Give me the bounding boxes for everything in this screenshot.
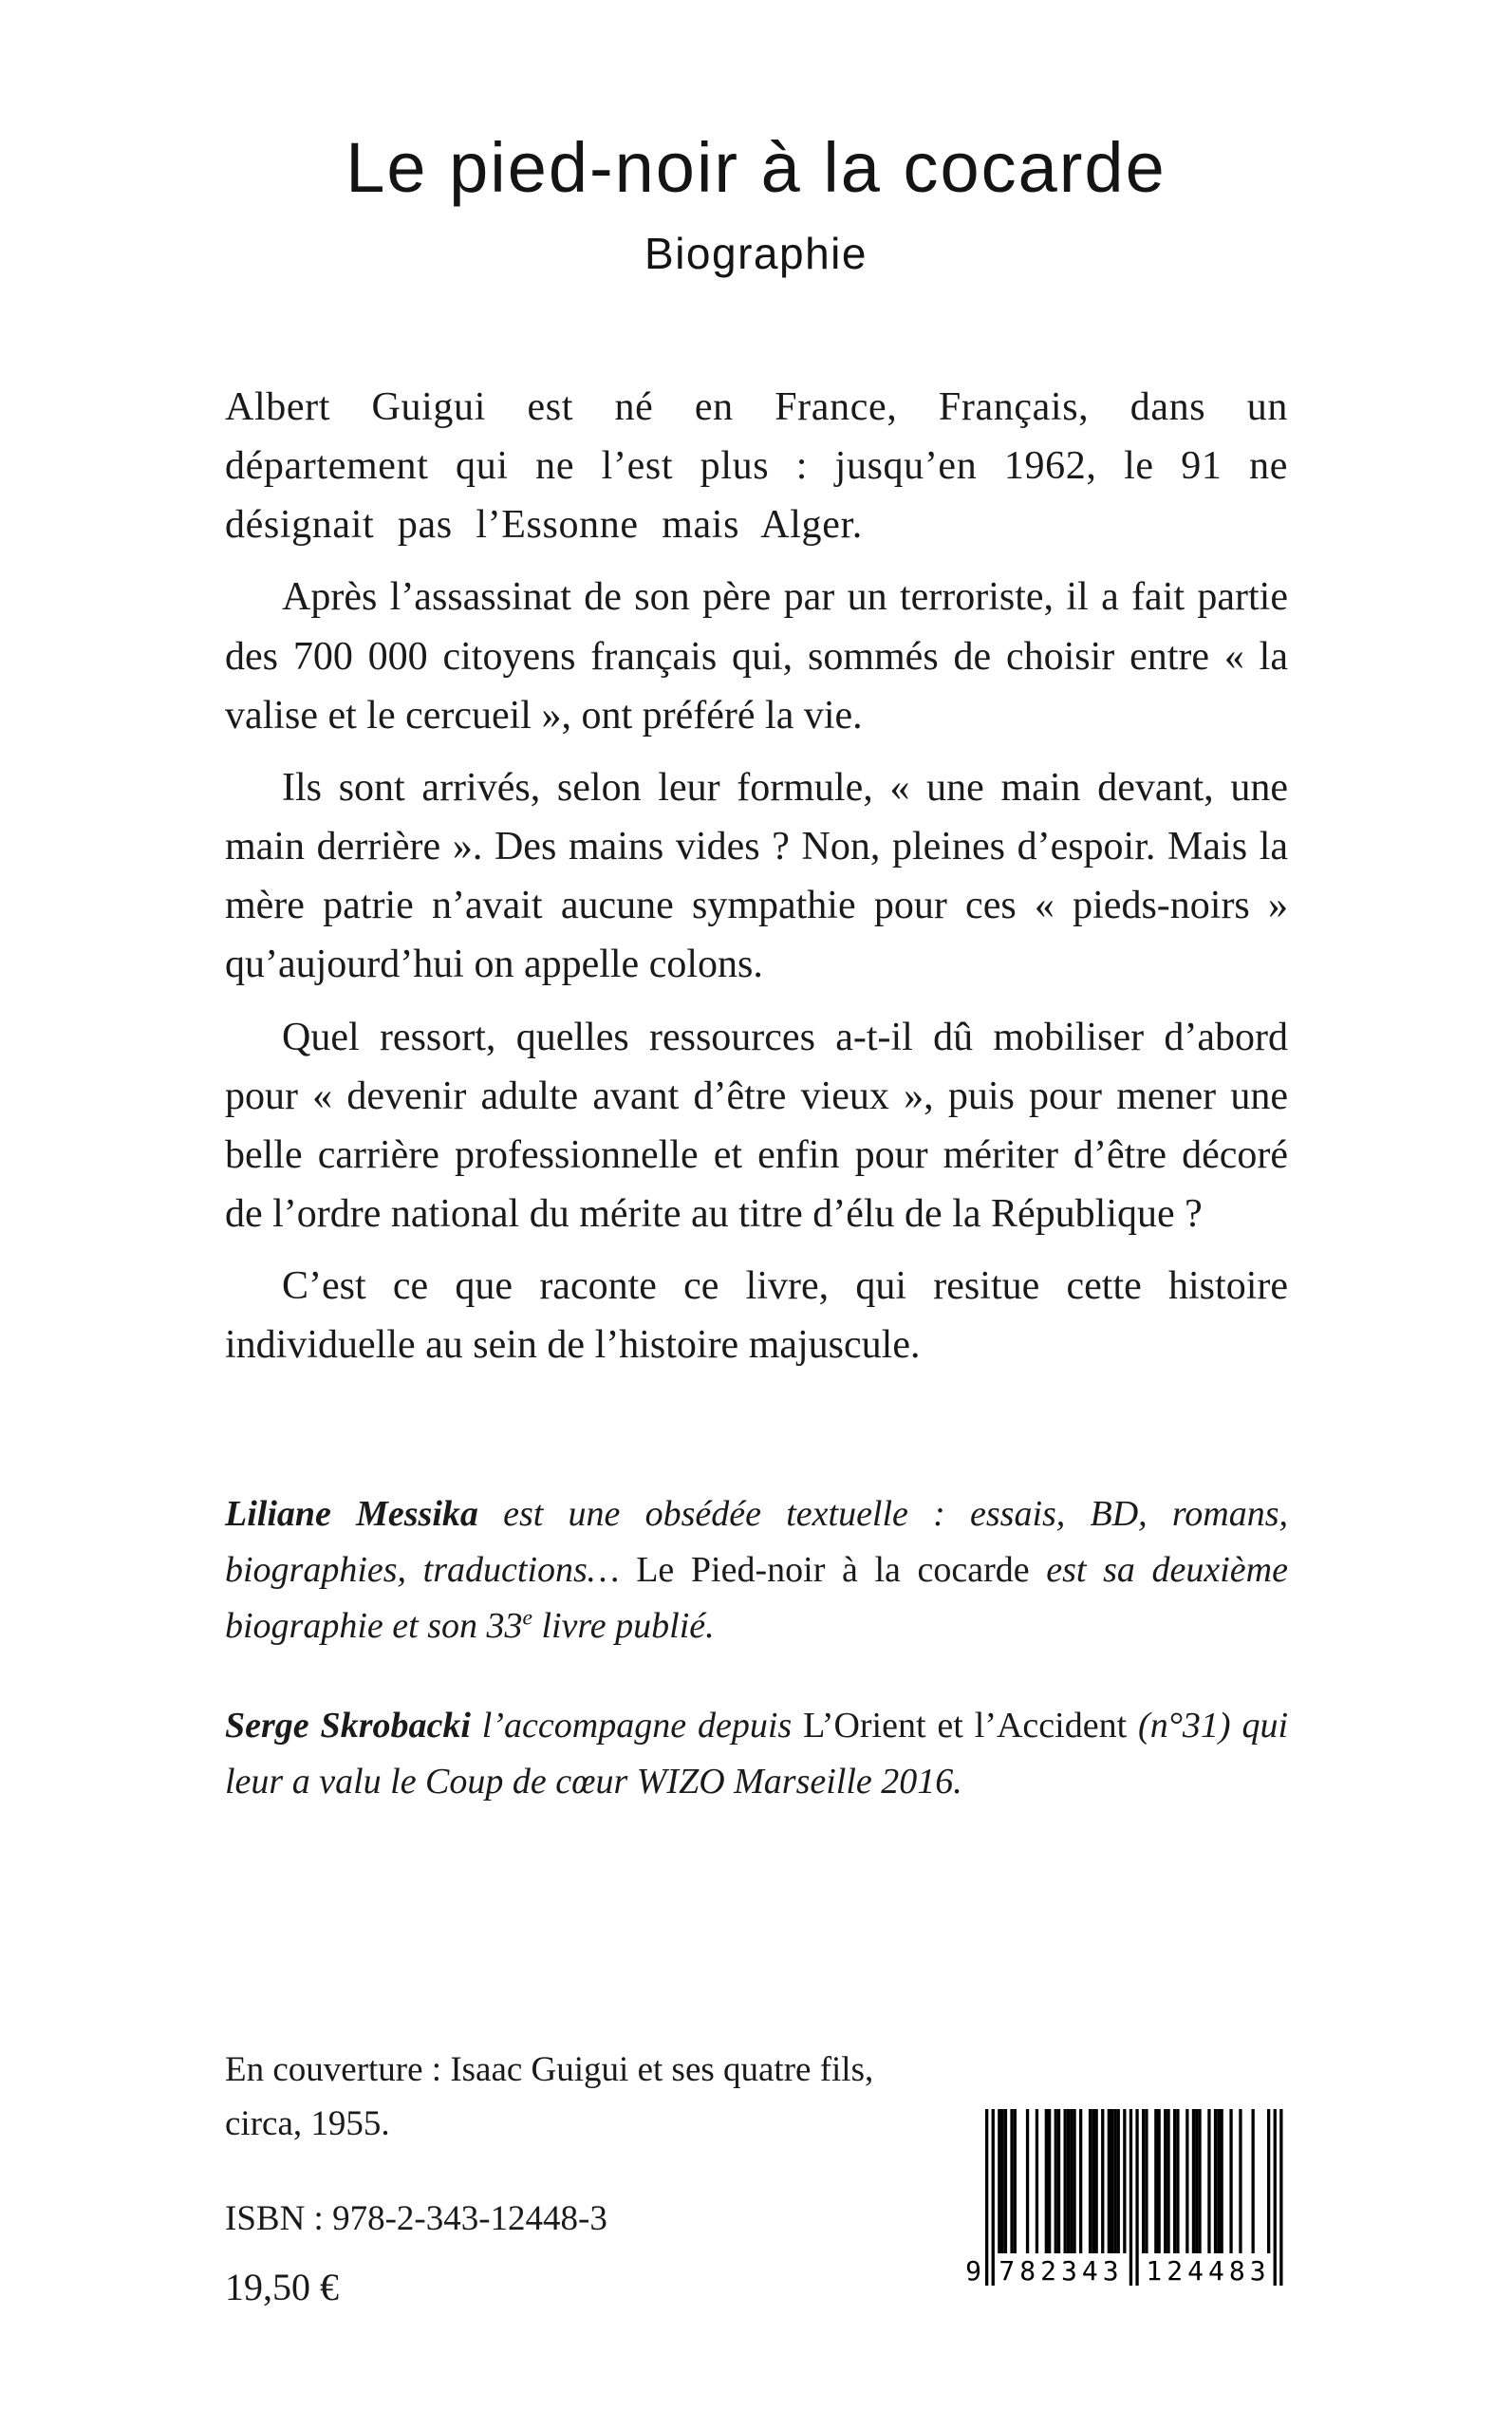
bio-author-paragraph: Liliane Messika est une obsédée textuelle : essais, BD, romans, biographies, traductions… Le Pied-noir à la cocarde est sa deuxième biographie et son 33e livre publié. — [225, 1494, 1288, 1646]
synopsis-paragraph: Albert Guigui est né en France, Français, dans un département qui ne l’est plus : jusqu’en 1962, le 91 ne désignait pas l’Essonne mais Alger. — [225, 385, 1288, 548]
cover-credit — [225, 2043, 873, 2152]
author-bio — [225, 1486, 1288, 1809]
synopsis-paragraph: Quel ressort, quelles ressources a-t-il dû mobiliser d’abord pour « devenir adulte avant d’être vieux », puis pour mener une belle carrière professionnelle et enfin pour mériter d’être décoré de l’ordre national du mérite au titre d’élu de la République ? — [225, 1015, 1288, 1237]
bio-illustrator-paragraph: Serge Skrobacki l’accompagne depuis L’Orient et l’Accident (n°31) qui leur a valu le Coup de cœur WIZO Marseille 2016. — [225, 1705, 1289, 1802]
barcode-digit-group: 782343 — [999, 2255, 1124, 2287]
synopsis-paragraph: Après l’assassinat de son père par un terroriste, il a fait partie des 700 000 citoyens français qui, sommés de choisir entre « la valise et le cercueil », ont préféré la vie. — [225, 575, 1288, 738]
isbn-text: ISBN : 978-2-343-12448-3 — [225, 2199, 607, 2238]
barcode-digit-group: 124483 — [1146, 2255, 1271, 2287]
book-title: Le pied-noir à la cocarde — [345, 128, 1167, 207]
synopsis-paragraph: Ils sont arrivés, selon leur formule, « une main devant, une main derrière ». Des mains vides ? Non, pleines d’espoir. Mais la mère patrie n’avait aucune sympathie pour ces « pieds-noirs » qu’aujourd’hui on appelle colons. — [225, 765, 1288, 987]
cover-credit-line: circa, 1955. — [225, 2104, 390, 2144]
cover-credit-line: En couverture : Isaac Guigui et ses quatre fils, — [225, 2050, 874, 2089]
price-text: 19,50 € — [225, 2265, 339, 2308]
book-subtitle: Biographie — [644, 228, 868, 278]
barcode-digit-group: 9 — [965, 2255, 981, 2287]
synopsis-paragraph: C’est ce que raconte ce livre, qui resitue cette histoire individuelle au sein de l’histoire majuscule. — [225, 1264, 1288, 1368]
title-block — [0, 128, 1512, 279]
isbn-block — [225, 2194, 607, 2314]
ean-barcode — [965, 2109, 1283, 2301]
synopsis — [225, 378, 1288, 1375]
